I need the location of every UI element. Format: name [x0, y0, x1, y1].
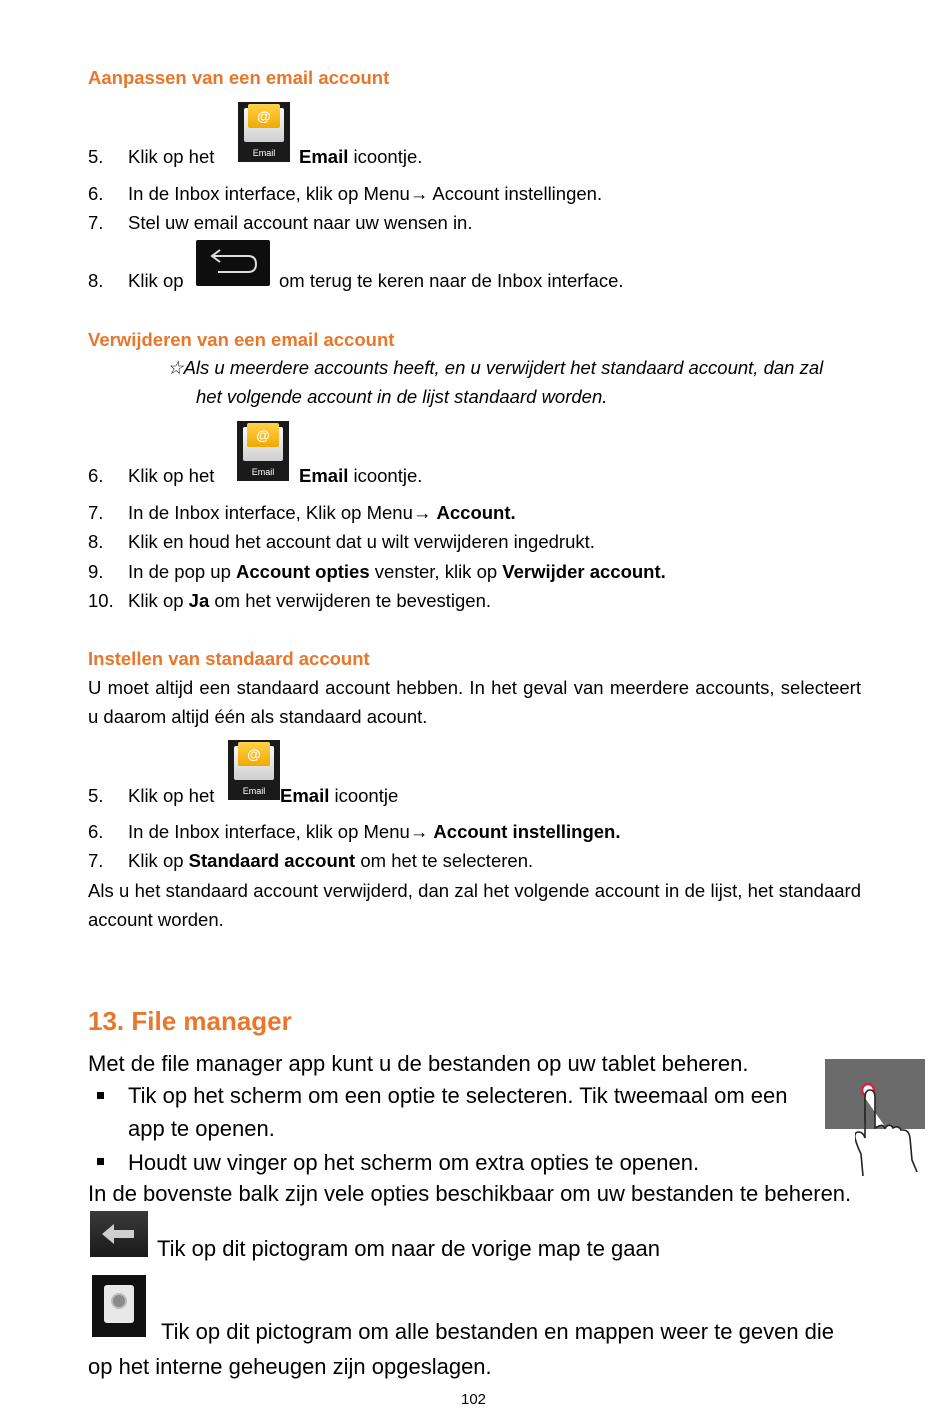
step-text: In de Inbox interface, Klik op Menu→ Account.: [128, 502, 516, 523]
back-icon: [196, 240, 270, 286]
step-number: 8.: [88, 270, 104, 291]
chapter-title: 13. File manager: [88, 1006, 292, 1036]
step-text: Klik op het: [128, 146, 215, 167]
bullet-marker: [97, 1158, 104, 1165]
icon-description: op het interne geheugen zijn opgeslagen.: [88, 1354, 492, 1379]
step-number: 7.: [88, 850, 104, 871]
step-text-end: om terug te keren naar de Inbox interface.: [279, 270, 624, 291]
paragraph: Met de file manager app kunt u de bestanden op uw tablet beheren.: [88, 1051, 749, 1076]
step-number: 6.: [88, 465, 104, 486]
step-text: Klik op Ja om het verwijderen te bevestigen.: [128, 590, 492, 611]
step-text: In de pop up Account opties venster, klik op Verwijder account.: [128, 561, 666, 582]
bullet-text: app te openen.: [128, 1116, 275, 1141]
step-number: 7.: [88, 502, 104, 523]
step-text-end: Email icoontje: [280, 785, 399, 806]
page-number: 102: [461, 1391, 487, 1408]
step-number: 8.: [88, 531, 104, 552]
paragraph: U moet altijd een standaard account hebben. In het geval van meerdere accounts, selecteert u daarom altijd één als standaard acount.: [88, 677, 861, 727]
step-text: In de Inbox interface, klik op Menu→ Account instellingen.: [128, 183, 603, 204]
email-app-icon: @ Email: [228, 740, 280, 800]
back-arrow-icon: [90, 1211, 148, 1257]
step-text: Klik op het: [128, 465, 215, 486]
step-number: 6.: [88, 821, 104, 842]
step-number: 5.: [88, 785, 104, 806]
step-number: 5.: [88, 146, 104, 167]
bullet-marker: [97, 1092, 104, 1099]
section-heading-verwijderen: Verwijderen van een email account: [88, 329, 395, 350]
icon-description: Tik op dit pictogram om alle bestanden en mappen weer te geven die: [161, 1319, 835, 1344]
note-line: ☆Als u meerdere accounts heeft, en u verwijdert het standaard account, dan zal: [167, 357, 824, 378]
step-text: Klik en houd het account dat u wilt verwijderen ingedrukt.: [128, 531, 595, 552]
section-heading-aanpassen: Aanpassen van een email account: [88, 67, 390, 88]
internal-storage-icon: [92, 1275, 146, 1337]
step-text: Klik op: [128, 270, 184, 291]
email-app-icon: @ Email: [237, 421, 289, 481]
note-line: het volgende account in de lijst standaard worden.: [196, 386, 608, 407]
step-number: 7.: [88, 212, 104, 233]
step-text: In de Inbox interface, klik op Menu→ Account instellingen.: [128, 821, 621, 842]
icon-description: Tik op dit pictogram om naar de vorige map te gaan: [157, 1236, 661, 1261]
step-number: 10.: [88, 590, 114, 611]
finger-icon: [855, 1080, 925, 1178]
paragraph: In de bovenste balk zijn vele opties beschikbaar om uw bestanden te beheren.: [88, 1181, 852, 1206]
step-text: Klik op het: [128, 785, 215, 806]
step-text-end: Email icoontje.: [299, 465, 423, 486]
email-app-icon: @ Email: [238, 102, 290, 162]
step-text-end: Email icoontje.: [299, 146, 423, 167]
step-text: Klik op Standaard account om het te selecteren.: [128, 850, 534, 871]
step-number: 9.: [88, 561, 104, 582]
bullet-text: Houdt uw vinger op het scherm om extra opties te openen.: [128, 1150, 700, 1175]
step-number: 6.: [88, 183, 104, 204]
section-heading-instellen: Instellen van standaard account: [88, 648, 370, 669]
step-text: Stel uw email account naar uw wensen in.: [128, 212, 473, 233]
bullet-text: Tik op het scherm om een optie te selecteren. Tik tweemaal om een: [128, 1083, 788, 1108]
paragraph: Als u het standaard account verwijderd, dan zal het volgende account in de lijst, het standaard account worden.: [88, 880, 861, 930]
